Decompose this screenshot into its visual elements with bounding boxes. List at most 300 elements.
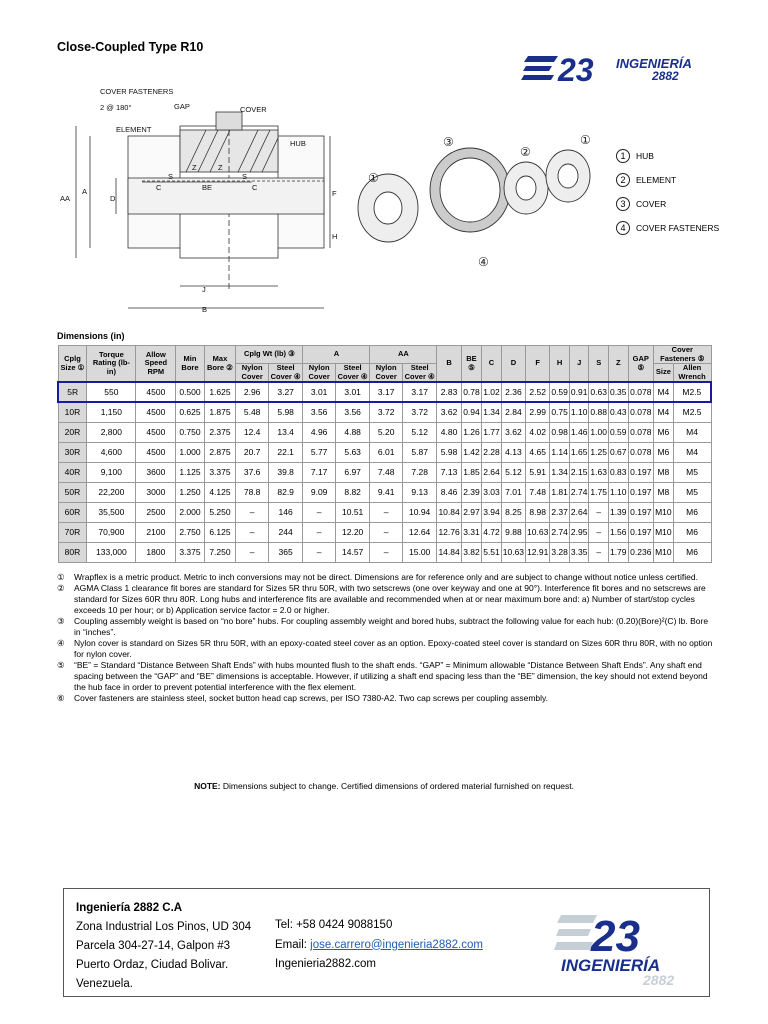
label-f: F — [332, 189, 337, 198]
table-cell: 3.17 — [402, 382, 437, 402]
table-cell: 9,100 — [87, 462, 136, 482]
table-cell: 39.8 — [268, 462, 303, 482]
table-cell: 2.39 — [461, 482, 482, 502]
table-cell: 2.97 — [461, 502, 482, 522]
table-cell: – — [236, 502, 268, 522]
table-cell: 14.84 — [437, 542, 461, 562]
table-cell: 1.25 — [589, 442, 609, 462]
table-cell: 1.34 — [550, 462, 570, 482]
table-cell: 0.35 — [608, 382, 628, 402]
footnote: ⑤ “BE” = Standard “Distance Between Shaft Ends” with hubs mounted flush to the shaft ends. “GAP” = Minimum allowable “Distance Between Shaft Ends”. Any shaft end spacing between the “GAP” and “BE” dimensions is acceptable. However, if utilizing a shaft end spacing less than the “BE” dimension, the key should not extend beyond the hub face in order to prevent potential interference with the flex element. — [57, 660, 708, 692]
footnote: ① Wrapflex is a metric product. Metric to inch conversions may not be direct. Dimensions are for reference only and are subject to change without notice unless certified. — [57, 572, 698, 582]
table-cell: M6 — [654, 442, 674, 462]
table-cell: 15.00 — [402, 542, 437, 562]
table-cell: 4500 — [136, 442, 176, 462]
table-cell: 7.17 — [303, 462, 335, 482]
label-hub: HUB — [290, 139, 306, 148]
header-cplg-size: Cplg Size ① — [58, 346, 87, 383]
table-cell: 10.94 — [402, 502, 437, 522]
cell-size: 10R — [58, 402, 87, 422]
note-label: NOTE: — [194, 781, 221, 791]
header-aa-steel: Steel Cover ④ — [402, 364, 437, 383]
label-z-left: Z — [192, 163, 197, 172]
cell-size: 40R — [58, 462, 87, 482]
table-cell: – — [589, 542, 609, 562]
address-line: Venezuela. — [76, 978, 133, 990]
table-cell: 2.84 — [501, 402, 525, 422]
table-cell: 1.79 — [608, 542, 628, 562]
table-cell: 22.1 — [268, 442, 303, 462]
table-cell: M10 — [654, 502, 674, 522]
legend-label: COVER — [636, 199, 667, 209]
table-cell: 1.46 — [569, 422, 589, 442]
table-cell: 2.000 — [176, 502, 204, 522]
table-cell: 1.10 — [569, 402, 589, 422]
company-logo-footer — [551, 905, 701, 987]
dimensions-table-body — [58, 382, 711, 562]
header-z: Z — [608, 346, 628, 383]
table-cell: 2,800 — [87, 422, 136, 442]
table-cell: – — [589, 502, 609, 522]
table-cell: 1,150 — [87, 402, 136, 422]
label-z-right: Z — [218, 163, 223, 172]
table-cell: M6 — [673, 502, 711, 522]
table-cell: 5.12 — [402, 422, 437, 442]
cell-size: 5R — [58, 382, 87, 402]
legend-item — [616, 168, 719, 192]
table-row — [58, 422, 711, 442]
table-cell: 1.625 — [204, 382, 236, 402]
footnotes — [57, 572, 717, 704]
table-cell: 1.875 — [204, 402, 236, 422]
legend-number: 3 — [616, 197, 630, 211]
table-cell: 0.59 — [550, 382, 570, 402]
table-cell: 2.875 — [204, 442, 236, 462]
company-address — [76, 899, 251, 994]
table-cell: 0.078 — [628, 402, 654, 422]
header-s: S — [589, 346, 609, 383]
table-cell: 0.78 — [461, 382, 482, 402]
table-cell: 3.27 — [268, 382, 303, 402]
table-cell: 10.51 — [335, 502, 370, 522]
callout-hub-right: ① — [580, 133, 591, 147]
table-cell: 365 — [268, 542, 303, 562]
table-cell: 0.43 — [608, 402, 628, 422]
table-cell: M8 — [654, 462, 674, 482]
table-cell: 9.13 — [402, 482, 437, 502]
header-d: D — [501, 346, 525, 383]
table-cell: M5 — [673, 482, 711, 502]
table-cell: 7.48 — [526, 482, 550, 502]
table-cell: 3.17 — [370, 382, 402, 402]
table-cell: 0.625 — [176, 402, 204, 422]
table-cell: 3.375 — [204, 462, 236, 482]
page-title: Close-Coupled Type R10 — [57, 40, 204, 54]
header-allen-wrench: Allen Wrench — [673, 364, 711, 383]
table-cell: 0.98 — [550, 422, 570, 442]
header-a: A — [303, 346, 370, 364]
table-cell: 4.65 — [526, 442, 550, 462]
table-cell: – — [589, 522, 609, 542]
email-link[interactable]: jose.carrero@ingenieria2882.com — [310, 938, 483, 951]
table-cell: 7.28 — [402, 462, 437, 482]
header-b: B — [437, 346, 461, 383]
table-cell: 7.48 — [370, 462, 402, 482]
table-cell: 0.91 — [569, 382, 589, 402]
table-cell: 82.9 — [268, 482, 303, 502]
table-cell: 0.078 — [628, 422, 654, 442]
table-cell: 6.97 — [335, 462, 370, 482]
table-cell: 0.67 — [608, 442, 628, 462]
table-cell: 3.56 — [303, 402, 335, 422]
label-cover: COVER — [240, 105, 267, 114]
table-cell: 2.99 — [526, 402, 550, 422]
table-cell: 8.46 — [437, 482, 461, 502]
table-cell: – — [303, 522, 335, 542]
label-element: ELEMENT — [116, 125, 152, 134]
header-torque: Torque Rating (lb-in) — [87, 346, 136, 383]
table-cell: 12.4 — [236, 422, 268, 442]
table-cell: 1.77 — [482, 422, 502, 442]
address-line: Parcela 304-27-14, Galpon #3 — [76, 940, 231, 952]
header-min-bore: Min Bore — [176, 346, 204, 383]
table-cell: M4 — [673, 422, 711, 442]
label-cover-fasteners-spec: 2 @ 180° — [100, 103, 132, 112]
table-cell: – — [236, 522, 268, 542]
table-cell: 1.26 — [461, 422, 482, 442]
label-c-left: C — [156, 183, 162, 192]
table-cell: 2.37 — [550, 502, 570, 522]
table-cell: 2.375 — [204, 422, 236, 442]
table-row — [58, 502, 711, 522]
company-logo — [520, 48, 720, 88]
table-cell: 2.83 — [437, 382, 461, 402]
legend-label: COVER FASTENERS — [636, 223, 720, 233]
table-cell: 8.25 — [501, 502, 525, 522]
header-f: F — [526, 346, 550, 383]
label-d: D — [110, 194, 116, 203]
contact-footer — [63, 888, 710, 997]
address-line: Puerto Ordaz, Ciudad Bolivar. — [76, 959, 229, 971]
header-a-nylon: Nylon Cover — [303, 364, 335, 383]
table-cell: 1.125 — [176, 462, 204, 482]
table-cell: 0.63 — [589, 382, 609, 402]
logo-word2: 2882 — [652, 69, 679, 83]
label-c-right: C — [252, 183, 258, 192]
table-cell: 146 — [268, 502, 303, 522]
email-row — [275, 936, 483, 956]
logo-swoosh — [521, 56, 558, 80]
table-cell: 3.62 — [501, 422, 525, 442]
legend-item — [616, 144, 719, 168]
cross-section-drawing — [56, 86, 346, 318]
table-cell: 8.82 — [335, 482, 370, 502]
footer-logo-word2: 2882 — [643, 972, 675, 987]
table-cell: 4500 — [136, 422, 176, 442]
header-aa: AA — [370, 346, 437, 364]
table-cell: 550 — [87, 382, 136, 402]
label-be: BE — [202, 183, 213, 192]
cell-size: 20R — [58, 422, 87, 442]
table-cell: 4.96 — [303, 422, 335, 442]
table-cell: 133,000 — [87, 542, 136, 562]
table-cell: 0.500 — [176, 382, 204, 402]
table-cell: 1.65 — [569, 442, 589, 462]
table-cell: 1.000 — [176, 442, 204, 462]
table-cell: 3.35 — [569, 542, 589, 562]
label-s-right: S — [242, 172, 248, 181]
table-cell: 1.14 — [550, 442, 570, 462]
table-cell: 5.250 — [204, 502, 236, 522]
table-cell: 10.63 — [501, 542, 525, 562]
table-row — [58, 482, 711, 502]
table-cell: 0.236 — [628, 542, 654, 562]
header-h: H — [550, 346, 570, 383]
table-cell: 2.64 — [482, 462, 502, 482]
table-cell: 1.75 — [589, 482, 609, 502]
header-max-bore: Max Bore ② — [204, 346, 236, 383]
table-cell: 4500 — [136, 382, 176, 402]
email-label: Email: — [275, 938, 311, 951]
cell-size: 60R — [58, 502, 87, 522]
table-row — [58, 522, 711, 542]
table-cell: 7.13 — [437, 462, 461, 482]
table-cell: 4,600 — [87, 442, 136, 462]
cell-size: 80R — [58, 542, 87, 562]
table-cell: 0.197 — [628, 482, 654, 502]
table-cell: M6 — [673, 522, 711, 542]
table-cell: 4.72 — [482, 522, 502, 542]
label-s-left: S — [168, 172, 174, 181]
table-cell: 0.83 — [608, 462, 628, 482]
legend-item — [616, 216, 719, 240]
label-cover-fasteners: COVER FASTENERS — [100, 87, 174, 96]
table-cell: M4 — [654, 382, 674, 402]
table-cell: 2.64 — [569, 502, 589, 522]
header-be: BE ⑤ — [461, 346, 482, 383]
table-cell: 3.72 — [402, 402, 437, 422]
parts-legend — [616, 144, 719, 240]
table-cell: 1800 — [136, 542, 176, 562]
table-cell: 3.62 — [437, 402, 461, 422]
table-cell: – — [236, 542, 268, 562]
note-text: Dimensions subject to change. Certified dimensions of ordered material furnished on request. — [220, 781, 574, 791]
table-cell: 2.96 — [236, 382, 268, 402]
header-wt-steel: Steel Cover ④ — [268, 364, 303, 383]
table-cell: M6 — [654, 422, 674, 442]
header-j: J — [569, 346, 589, 383]
table-cell: M10 — [654, 542, 674, 562]
legend-number: 4 — [616, 221, 630, 235]
table-cell: 3.375 — [176, 542, 204, 562]
table-cell: 5.98 — [268, 402, 303, 422]
table-cell: 2.28 — [482, 442, 502, 462]
label-aa: AA — [60, 194, 71, 203]
table-cell: 2.74 — [569, 482, 589, 502]
table-cell: 13.4 — [268, 422, 303, 442]
table-cell: 2500 — [136, 502, 176, 522]
website: Ingenieria2882.com — [275, 958, 377, 970]
legend-item — [616, 192, 719, 216]
table-cell: – — [370, 502, 402, 522]
cell-size: 70R — [58, 522, 87, 542]
header-a-steel: Steel Cover ④ — [335, 364, 370, 383]
table-cell: 3000 — [136, 482, 176, 502]
table-cell: 5.48 — [236, 402, 268, 422]
footnote: ⑥ Cover fasteners are stainless steel, socket button head cap screws, per ISO 7380-A2. Two cap screws per coupling assembly. — [57, 693, 549, 703]
table-cell: 3.82 — [461, 542, 482, 562]
table-cell: 1.34 — [482, 402, 502, 422]
table-cell: 4.80 — [437, 422, 461, 442]
table-cell: 2100 — [136, 522, 176, 542]
table-cell: 0.59 — [608, 422, 628, 442]
logo-word1: INGENIERÍA — [616, 56, 692, 71]
table-row — [58, 402, 711, 422]
legend-number: 1 — [616, 149, 630, 163]
table-cell: 5.12 — [501, 462, 525, 482]
table-cell: 9.88 — [501, 522, 525, 542]
table-cell: 0.750 — [176, 422, 204, 442]
table-cell: 244 — [268, 522, 303, 542]
table-cell: 5.63 — [335, 442, 370, 462]
table-cell: 20.7 — [236, 442, 268, 462]
table-cell: 5.51 — [482, 542, 502, 562]
table-cell: – — [303, 542, 335, 562]
table-cell: 4.02 — [526, 422, 550, 442]
table-cell: 2.74 — [550, 522, 570, 542]
table-cell: 12.91 — [526, 542, 550, 562]
table-cell: 2.750 — [176, 522, 204, 542]
table-cell: 3.94 — [482, 502, 502, 522]
table-cell: 4500 — [136, 402, 176, 422]
legend-number: 2 — [616, 173, 630, 187]
header-gap: GAP ⑤ — [628, 346, 654, 383]
change-note — [0, 781, 768, 791]
label-gap: GAP — [174, 102, 190, 111]
footer-logo-mark: 23 — [591, 912, 640, 961]
table-cell: 3600 — [136, 462, 176, 482]
callout-cover: ③ — [443, 135, 454, 149]
table-cell: 5.20 — [370, 422, 402, 442]
table-cell: 12.76 — [437, 522, 461, 542]
table-cell: 10.63 — [526, 522, 550, 542]
legend-label: ELEMENT — [636, 175, 677, 185]
table-cell: 10.84 — [437, 502, 461, 522]
table-cell: M10 — [654, 522, 674, 542]
table-cell: M4 — [673, 442, 711, 462]
cell-size: 50R — [58, 482, 87, 502]
table-row — [58, 542, 711, 562]
table-cell: 2.36 — [501, 382, 525, 402]
table-cell: 0.078 — [628, 382, 654, 402]
table-cell: 5.77 — [303, 442, 335, 462]
table-cell: 0.88 — [589, 402, 609, 422]
callout-element: ② — [520, 145, 531, 159]
phone: Tel: +58 0424 9088150 — [275, 919, 393, 931]
footnote: ③ Coupling assembly weight is based on “no bore” hubs. For coupling assembly weight and bored hubs, subtract the following value for each hub: (0.20)(Bore)²(C) lb. Bore in “inches”. — [57, 616, 709, 637]
footnote: ② AGMA Class 1 clearance fit bores are standard for Sizes 5R thru 50R, with two setscrews (one over keyway and one at 90°). Interference fit bores and no setscrews are standard for Sizes 60R thru 80R. Long hubs and interference fits are available and recommended when at or near maximum bore and: a) Number of start/stop cycles exceeds 10 per hour; or b) Application service factor = 2.0 or higher. — [57, 583, 706, 615]
table-cell: – — [303, 502, 335, 522]
table-cell: 0.75 — [550, 402, 570, 422]
company-name: Ingeniería 2882 C.A — [76, 902, 183, 914]
header-c: C — [482, 346, 502, 383]
table-cell: 0.197 — [628, 502, 654, 522]
label-j: J — [202, 285, 206, 294]
header-fastener-size: Size — [654, 364, 674, 383]
table-cell: 4.125 — [204, 482, 236, 502]
table-cell: 2.95 — [569, 522, 589, 542]
header-speed: Allow Speed RPM — [136, 346, 176, 383]
table-cell: M4 — [654, 402, 674, 422]
table-cell: 8.98 — [526, 502, 550, 522]
table-cell: M2.5 — [673, 402, 711, 422]
callout-fasteners: ④ — [478, 255, 489, 269]
table-cell: M2.5 — [673, 382, 711, 402]
table-cell: 2.52 — [526, 382, 550, 402]
table-cell: 9.09 — [303, 482, 335, 502]
table-cell: M6 — [673, 542, 711, 562]
table-cell: 3.72 — [370, 402, 402, 422]
table-cell: 4.13 — [501, 442, 525, 462]
table-cell: 78.8 — [236, 482, 268, 502]
logo-mark: 23 — [558, 52, 594, 88]
dimensions-table — [57, 345, 712, 563]
table-row — [58, 442, 711, 462]
table-cell: 2.15 — [569, 462, 589, 482]
table-cell: 1.250 — [176, 482, 204, 502]
table-cell: 3.56 — [335, 402, 370, 422]
table-cell: 5.87 — [402, 442, 437, 462]
table-cell: 7.250 — [204, 542, 236, 562]
table-cell: 0.197 — [628, 462, 654, 482]
table-cell: 3.03 — [482, 482, 502, 502]
table-cell: 4.88 — [335, 422, 370, 442]
table-cell: 1.56 — [608, 522, 628, 542]
dimensions-heading: Dimensions (in) — [57, 331, 125, 341]
table-cell: 1.39 — [608, 502, 628, 522]
table-cell: 0.078 — [628, 442, 654, 462]
table-cell: 1.02 — [482, 382, 502, 402]
table-cell: 12.64 — [402, 522, 437, 542]
table-cell: 1.81 — [550, 482, 570, 502]
table-cell: 5.91 — [526, 462, 550, 482]
table-cell: 1.10 — [608, 482, 628, 502]
table-cell: 3.28 — [550, 542, 570, 562]
legend-label: HUB — [636, 151, 654, 161]
table-cell: 35,500 — [87, 502, 136, 522]
table-cell: 1.63 — [589, 462, 609, 482]
table-row — [58, 462, 711, 482]
table-cell: – — [370, 522, 402, 542]
header-cover-fasteners: Cover Fasteners ⑤ — [654, 346, 711, 364]
cell-size: 30R — [58, 442, 87, 462]
table-cell: 3.01 — [303, 382, 335, 402]
table-cell: 22,200 — [87, 482, 136, 502]
table-cell: 0.94 — [461, 402, 482, 422]
footnote: ④ Nylon cover is standard on Sizes 5R thru 50R, with an epoxy-coated steel cover as an option. Epoxy-coated steel cover is standard on Sizes 60R thru 80R, with no option for nylon cover. — [57, 638, 713, 659]
table-cell: 70,900 — [87, 522, 136, 542]
label-b: B — [202, 305, 208, 314]
table-cell: 5.98 — [437, 442, 461, 462]
contact-info — [275, 916, 483, 975]
label-h: H — [332, 232, 338, 241]
header-aa-nylon: Nylon Cover — [370, 364, 402, 383]
table-cell: 6.125 — [204, 522, 236, 542]
table-cell: 14.57 — [335, 542, 370, 562]
address-line: Zona Industrial Los Pinos, UD 304 — [76, 921, 252, 933]
table-cell: 1.00 — [589, 422, 609, 442]
table-cell: 0.197 — [628, 522, 654, 542]
